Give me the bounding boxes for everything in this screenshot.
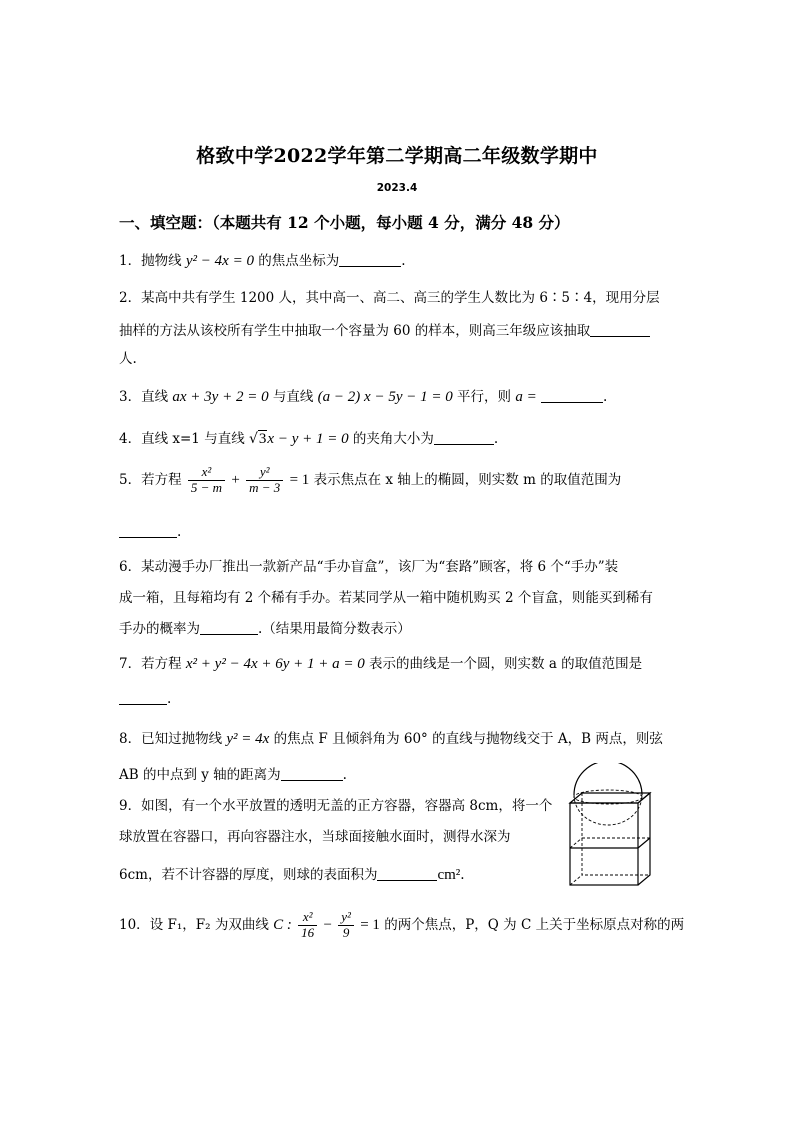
fraction: $\frac{\text{x²}}{16}$ — [298, 910, 317, 941]
question-7: 7．若方程 x² + y² − 4x + 6y + 1 + a = 0 表示的曲线是一个圆，则实数 a 的取值范围是 — [119, 656, 643, 672]
question-9-line-1: 9．如图，有一个水平放置的透明无盖的正方容器，容器高 8cm，将一个 — [119, 798, 553, 814]
sphere-on-container-figure — [560, 763, 660, 888]
q4-equation: x − y + 1 = 0 — [267, 431, 349, 447]
question-9-line-3: 6cm，若不计容器的厚度，则球的表面积为 cm². — [119, 867, 465, 883]
answer-blank — [590, 322, 650, 337]
question-4: 4．直线 x=1 与直线 √3x − y + 1 = 0 的夹角大小为 . — [119, 431, 499, 447]
hidden-edges — [582, 793, 650, 875]
answer-blank — [339, 252, 401, 267]
question-2-line-2: 抽样的方法从该校所有学生中抽取一个容量为 60 的样本，则高三年级应该抽取 — [119, 319, 650, 339]
answer-blank — [541, 388, 603, 403]
sphere-equator — [574, 790, 642, 804]
question-7-blank-line: . — [119, 690, 171, 707]
answer-blank — [119, 523, 177, 538]
sphere-lower-hidden — [574, 795, 642, 825]
q8-equation: y² = 4x — [226, 731, 270, 747]
sqrt-symbol: √ — [249, 431, 258, 447]
exam-date: 2023.4 — [376, 182, 418, 194]
container-front-face — [570, 803, 638, 885]
question-9-line-2: 球放置在容器口，再向容器注水，当球面接触水面时，测得水深为 — [119, 829, 511, 845]
fraction: $\frac{\text{x²}}{5 - m}$ — [188, 465, 225, 496]
question-6-line-1: 6．某动漫手办厂推出一款新产品“手办盲盒”，该厂为“套路”顾客，将 6 个“手办”装 — [119, 559, 619, 575]
question-5-blank-line: . — [119, 523, 181, 540]
q3-line-1-equation: ax + 3y + 2 = 0 — [172, 389, 269, 405]
question-3: 3．直线 ax + 3y + 2 = 0 与直线 (a − 2) x − 5y − 1 = 0 平行，则 a = . — [119, 389, 608, 405]
question-2-line-3: 人. — [119, 351, 137, 367]
question-10: 10．设 F₁，F₂ 为双曲线 C : $\frac{\text{x²}}{16}$ − $\frac{\text{y²}}{9}$ = 1 的两个焦点，P，Q 为 C 上关于坐标原点对称的两 — [119, 909, 685, 940]
question-8-line-2: AB 的中点到 y 轴的距离为 . — [119, 767, 347, 783]
answer-blank — [377, 866, 437, 881]
answer-blank — [281, 766, 343, 781]
question-6-line-2: 成一箱，且每箱均有 2 个稀有手办。若某同学从一箱中随机购买 2 个盲盒，则能买到稀有 — [119, 590, 653, 606]
fraction: $\frac{\text{y²}}{9}$ — [338, 910, 354, 941]
section-heading: 一、填空题：（本题共有 12 个小题，每小题 4 分，满分 48 分） — [119, 213, 570, 232]
q3-line-2-equation: (a − 2) x − 5y − 1 = 0 — [317, 389, 453, 405]
question-2-line-1: 2．某高中共有学生 1200 人，其中高一、高二、高三的学生人数比为 6∶5∶4，现用分层 — [119, 290, 660, 306]
question-6-line-3: 手办的概率为 .（结果用最简分数表示） — [119, 621, 411, 637]
answer-blank — [434, 430, 494, 445]
question-8: 8．已知过抛物线 y² = 4x 的焦点 F 且倾斜角为 60° 的直线与抛物线交于 A，B 两点，则弦 — [119, 731, 663, 747]
q1-equation: y² − 4x = 0 — [185, 253, 254, 269]
answer-blank — [200, 620, 258, 635]
fraction: $\frac{\text{y²}}{m - 3}$ — [246, 465, 283, 496]
question-5: 5．若方程 $\frac{\text{x²}}{5 - m}$ + $\frac{\text{y²}}{m - 3}$ = 1 表示焦点在 x 轴上的椭圆，则实数 m 的取值范围为 — [119, 464, 622, 495]
answer-blank — [119, 690, 167, 705]
page-title: 格致中学2022学年第二学期高二年级数学期中 — [196, 145, 598, 167]
question-1: 1．抛物线 y² − 4x = 0 的焦点坐标为 . — [119, 253, 406, 269]
q7-equation: x² + y² − 4x + 6y + 1 + a = 0 — [185, 656, 365, 672]
